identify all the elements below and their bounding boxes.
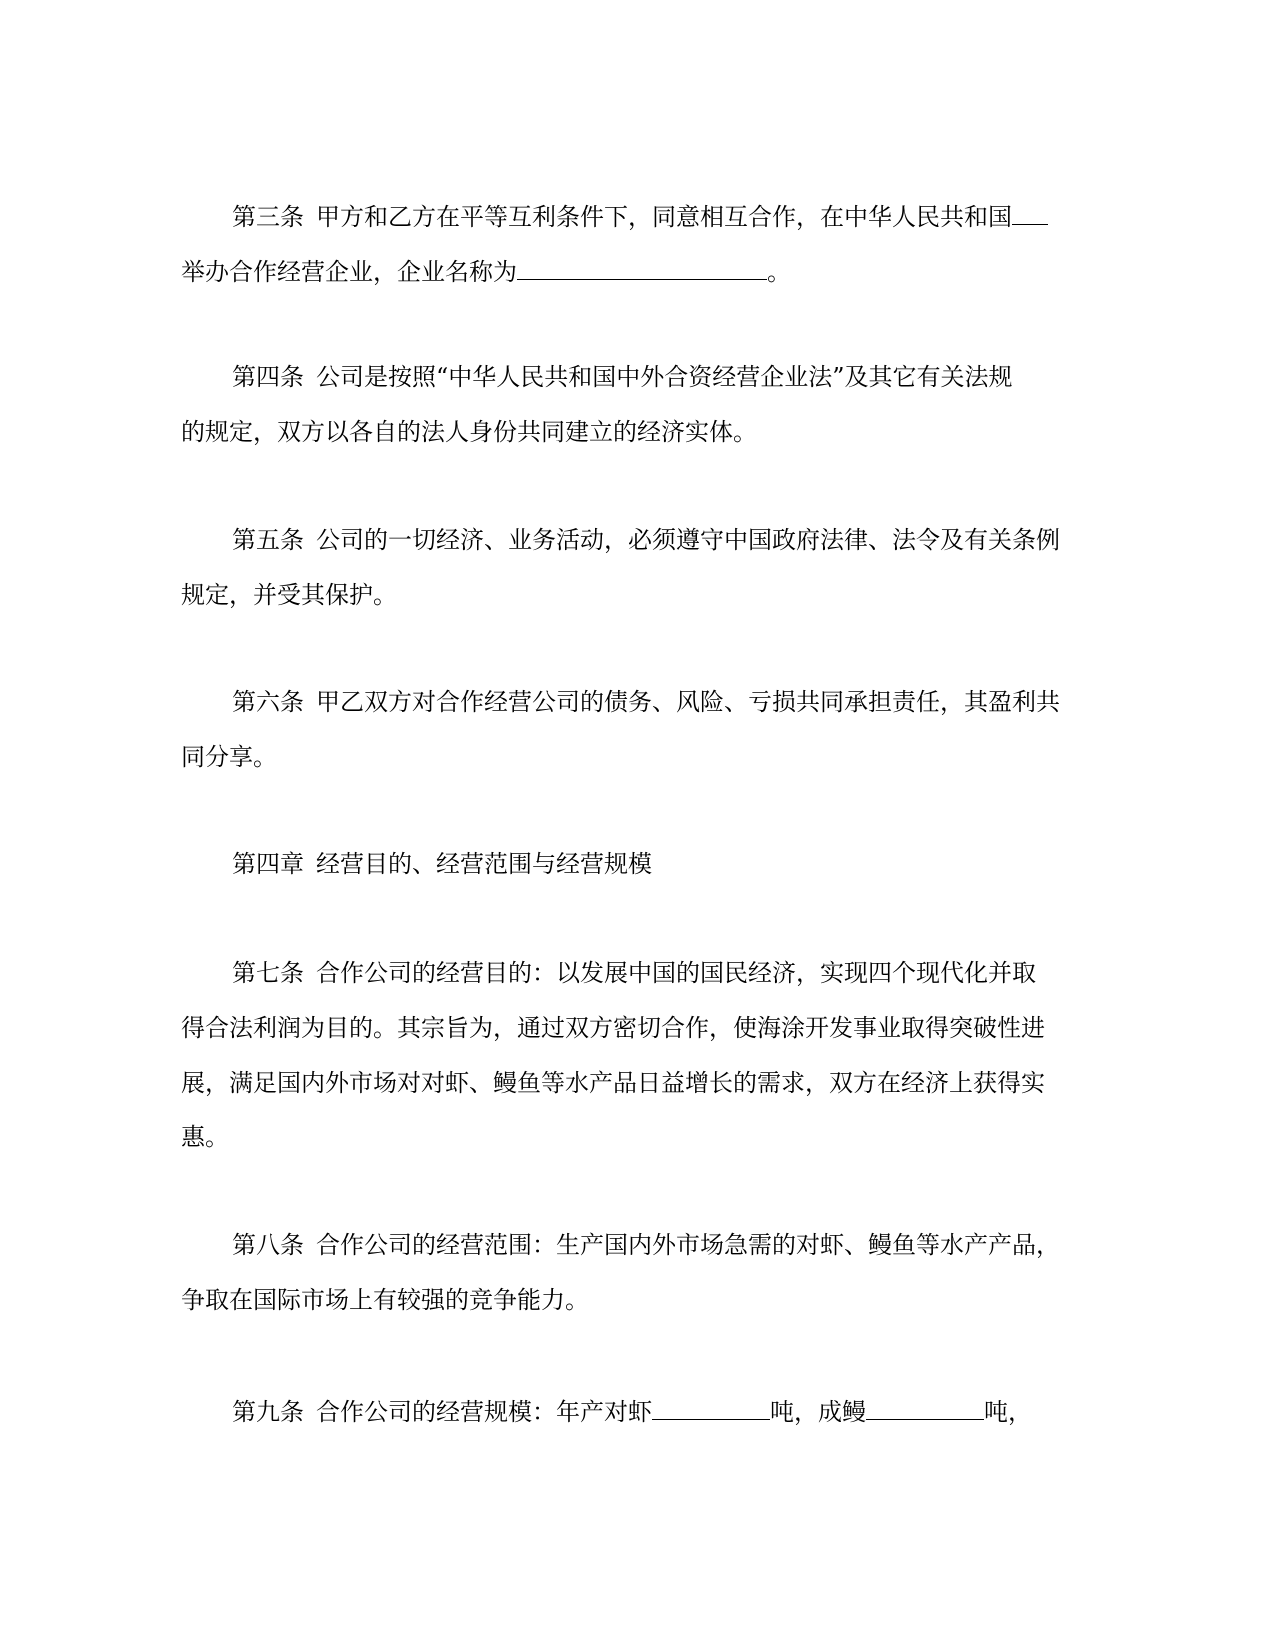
article-7-line-2: 得合法利润为目的。其宗旨为，通过双方密切合作，使海涂开发事业取得突破性进 (181, 1014, 1045, 1042)
article-7-line-1: 第七条 合作公司的经营目的：以发展中国的国民经济，实现四个现代化并取 (232, 959, 1036, 987)
chapter-4-heading (232, 849, 1132, 879)
article-4-label: 第四条 (232, 363, 304, 391)
article-6-line-1: 第六条 甲乙双方对合作经营公司的债务、风险、亏损共同承担责任，其盈利共 (232, 688, 1060, 716)
article-3-line-2: 举办合作经营企业，企业名称为 。 (181, 253, 1081, 287)
country-region-blank (1012, 198, 1048, 225)
article-5-line-1: 第五条 公司的一切经济、业务活动，必须遵守中国政府法律、法令及有关条例 (232, 526, 1060, 554)
article-3-label: 第三条 (232, 203, 304, 231)
article-5-label: 第五条 (232, 526, 304, 554)
shrimp-tonnage-blank (652, 1393, 770, 1420)
article-4-line-2: 的规定，双方以各自的法人身份共同建立的经济实体。 (181, 418, 757, 446)
article-9-line-1: 第九条 合作公司的经营规模：年产对虾 吨，成鳗 吨， (232, 1393, 1132, 1427)
article-6-line-2: 同分享。 (181, 743, 277, 771)
eel-tonnage-blank (866, 1393, 984, 1420)
article-8-line-1: 第八条 合作公司的经营范围：生产国内外市场急需的对虾、鳗鱼等水产产品， (232, 1231, 1060, 1259)
article-7-line-4: 惠。 (181, 1123, 229, 1151)
article-9-label: 第九条 (232, 1398, 304, 1426)
chapter-4-title: 经营目的、经营范围与经营规模 (316, 850, 652, 878)
article-8-label: 第八条 (232, 1231, 304, 1259)
article-5-line-2: 规定，并受其保护。 (181, 581, 397, 609)
article-7-label: 第七条 (232, 959, 304, 987)
article-4-line-1: 第四条 公司是按照“中华人民共和国中外合资经营企业法”及其它有关法规 (232, 363, 1013, 391)
chapter-4-label: 第四章 (232, 850, 304, 878)
enterprise-name-blank (517, 253, 767, 280)
article-7-line-3: 展，满足国内外市场对对虾、鳗鱼等水产品日益增长的需求，双方在经济上获得实 (181, 1069, 1045, 1097)
article-3-line-1: 第三条 甲方和乙方在平等互利条件下，同意相互合作，在中华人民共和国 (232, 198, 1132, 232)
article-6-label: 第六条 (232, 688, 304, 716)
article-8-line-2: 争取在国际市场上有较强的竞争能力。 (181, 1286, 589, 1314)
